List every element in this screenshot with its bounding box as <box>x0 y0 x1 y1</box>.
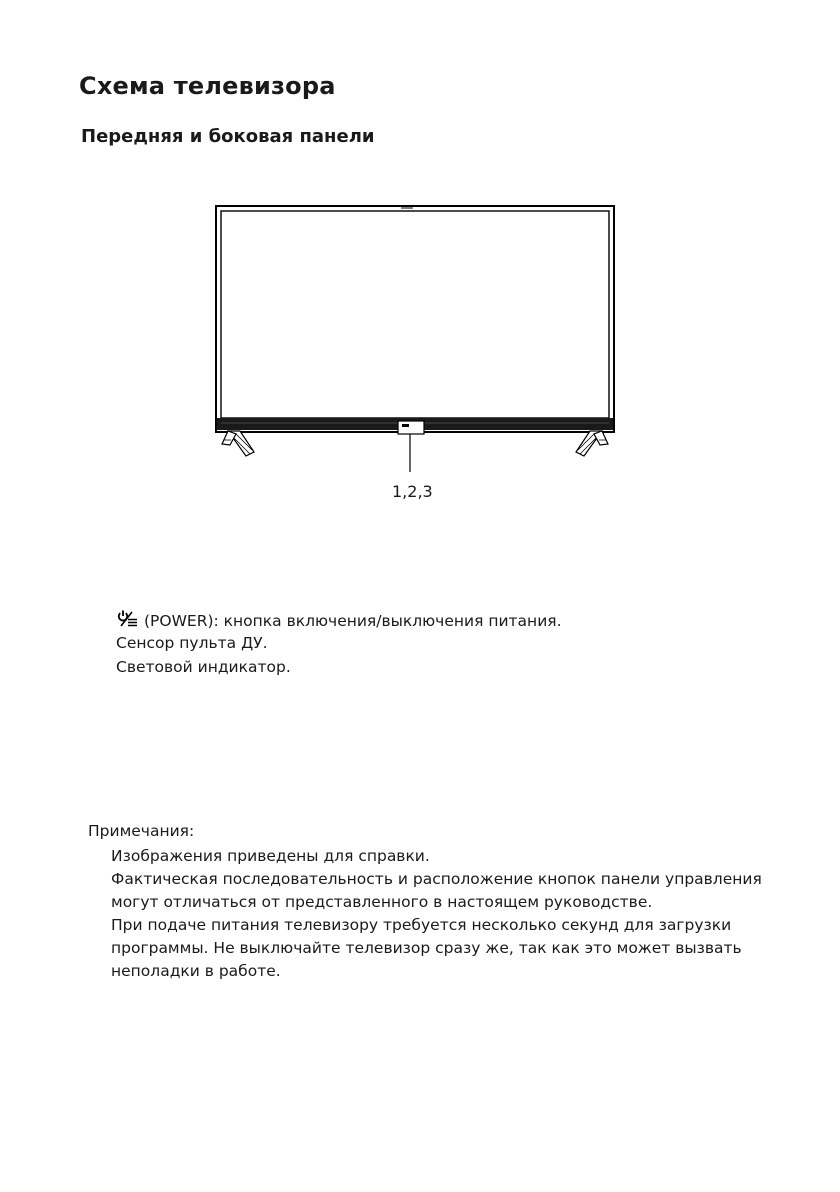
note-line: могут отличаться от представленного в настоящем руководстве. <box>111 893 653 911</box>
power-standby-icon <box>116 610 138 628</box>
item-text: (POWER): кнопка включения/выключения питания. <box>144 612 562 630</box>
note-line: неполадки в работе. <box>111 962 281 980</box>
control-module <box>398 421 424 434</box>
page-title: Схема телевизора <box>79 72 336 100</box>
item-power-button <box>116 610 562 630</box>
item-remote-sensor: Сенсор пульта ДУ. <box>116 634 268 652</box>
notes-heading: Примечания: <box>88 822 195 840</box>
callout-label: 1,2,3 <box>392 482 433 501</box>
note-line: Изображения приведены для справки. <box>111 847 430 865</box>
item-led-indicator: Световой индикатор. <box>116 658 291 676</box>
note-line: Фактическая последовательность и расположение кнопок панели управления <box>111 870 762 888</box>
section-title: Передняя и боковая панели <box>81 126 375 147</box>
note-line: При подаче питания телевизору требуется несколько секунд для загрузки <box>111 916 732 934</box>
note-line: программы. Не выключайте телевизор сразу же, так как это может вызвать <box>111 939 742 957</box>
tv-front-diagram <box>210 200 620 475</box>
tv-screen <box>221 211 609 418</box>
right-stand-foot <box>576 431 608 456</box>
left-stand-foot <box>222 431 254 456</box>
